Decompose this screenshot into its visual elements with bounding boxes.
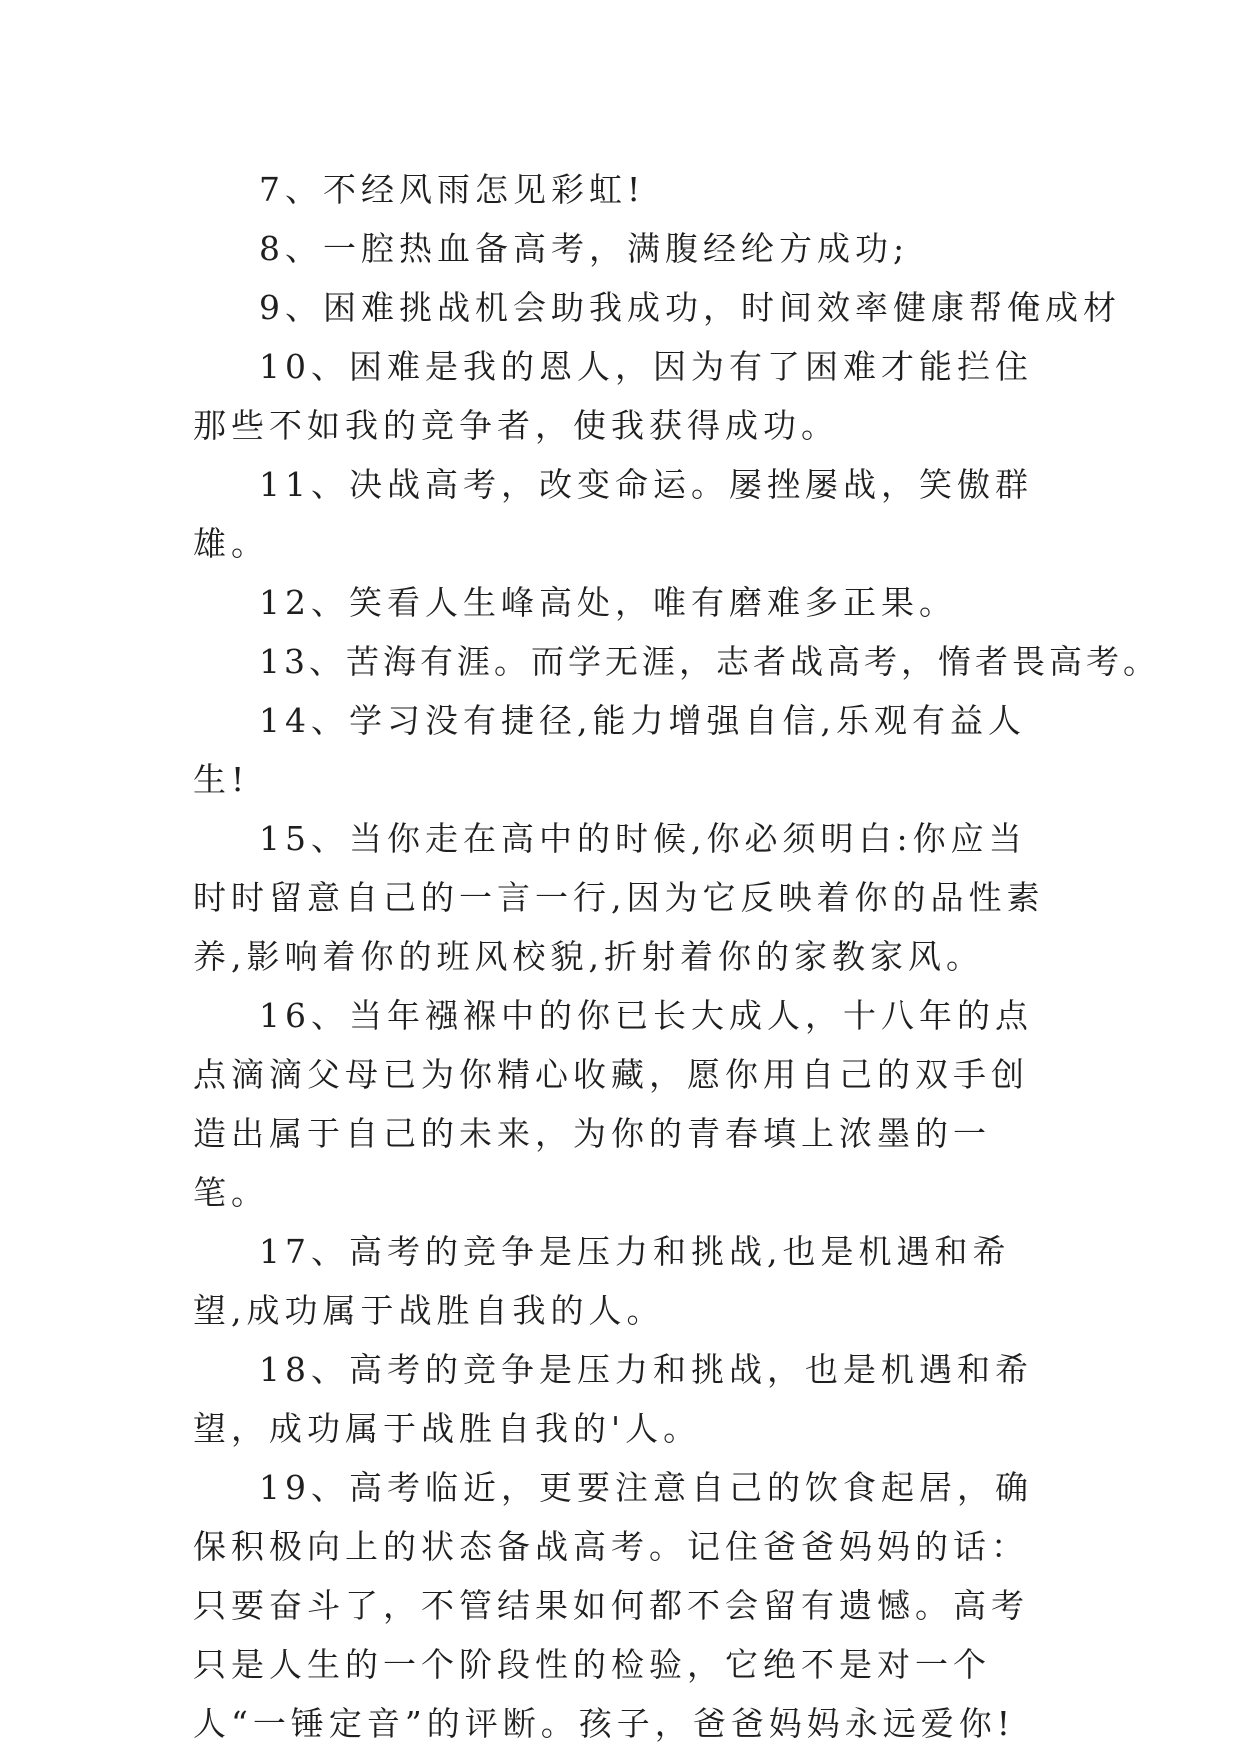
paragraph-10: 10、困难是我的恩人，因为有了困难才能拦住那些不如我的竞争者，使我获得成功。 [193, 347, 1033, 445]
paragraph-16: 16、当年襁褓中的你已长大成人，十八年的点点滴滴父母已为你精心收藏，愿你用自己的双手创造出属于自己的未来，为你的青春填上浓墨的一笔。 [193, 996, 1033, 1212]
paragraph-13: 13、苦海有涯。而学无涯，志者战高考，惰者畏高考。 [259, 642, 1160, 681]
paragraph-14: 14、学习没有捷径,能力增强自信,乐观有益人生! [193, 701, 1026, 799]
paragraph-11: 11、决战高考，改变命运。屡挫屡战，笑傲群雄。 [193, 465, 1033, 563]
document-body [193, 160, 1160, 1753]
paragraph-9: 9、困难挑战机会助我成功，时间效率健康帮俺成材 [259, 288, 1121, 327]
paragraph-8: 8、一腔热血备高考，满腹经纶方成功; [259, 229, 910, 268]
paragraph-19: 19、高考临近，更要注意自己的饮食起居，确保积极向上的状态备战高考。记住爸爸妈妈的话：只要奋斗了，不管结果如何都不会留有遗憾。高考只是人生的一个阶段性的检验，它绝不是对一个人“一锤定音”的评断。孩子，爸爸妈妈永远爱你! [193, 1468, 1033, 1743]
paragraph-7: 7、不经风雨怎见彩虹! [259, 170, 646, 209]
paragraph-15: 15、当你走在高中的时候,你必须明白:你应当时时留意自己的一言一行,因为它反映着你的品性素养,影响着你的班风校貌,折射着你的家教家风。 [193, 819, 1045, 976]
paragraph-12: 12、笑看人生峰高处，唯有磨难多正果。 [259, 583, 957, 622]
paragraph-17: 17、高考的竞争是压力和挑战,也是机遇和希望,成功属于战胜自我的人。 [193, 1232, 1011, 1330]
paragraph-18: 18、高考的竞争是压力和挑战，也是机遇和希望，成功属于战胜自我的'人。 [193, 1350, 1033, 1448]
